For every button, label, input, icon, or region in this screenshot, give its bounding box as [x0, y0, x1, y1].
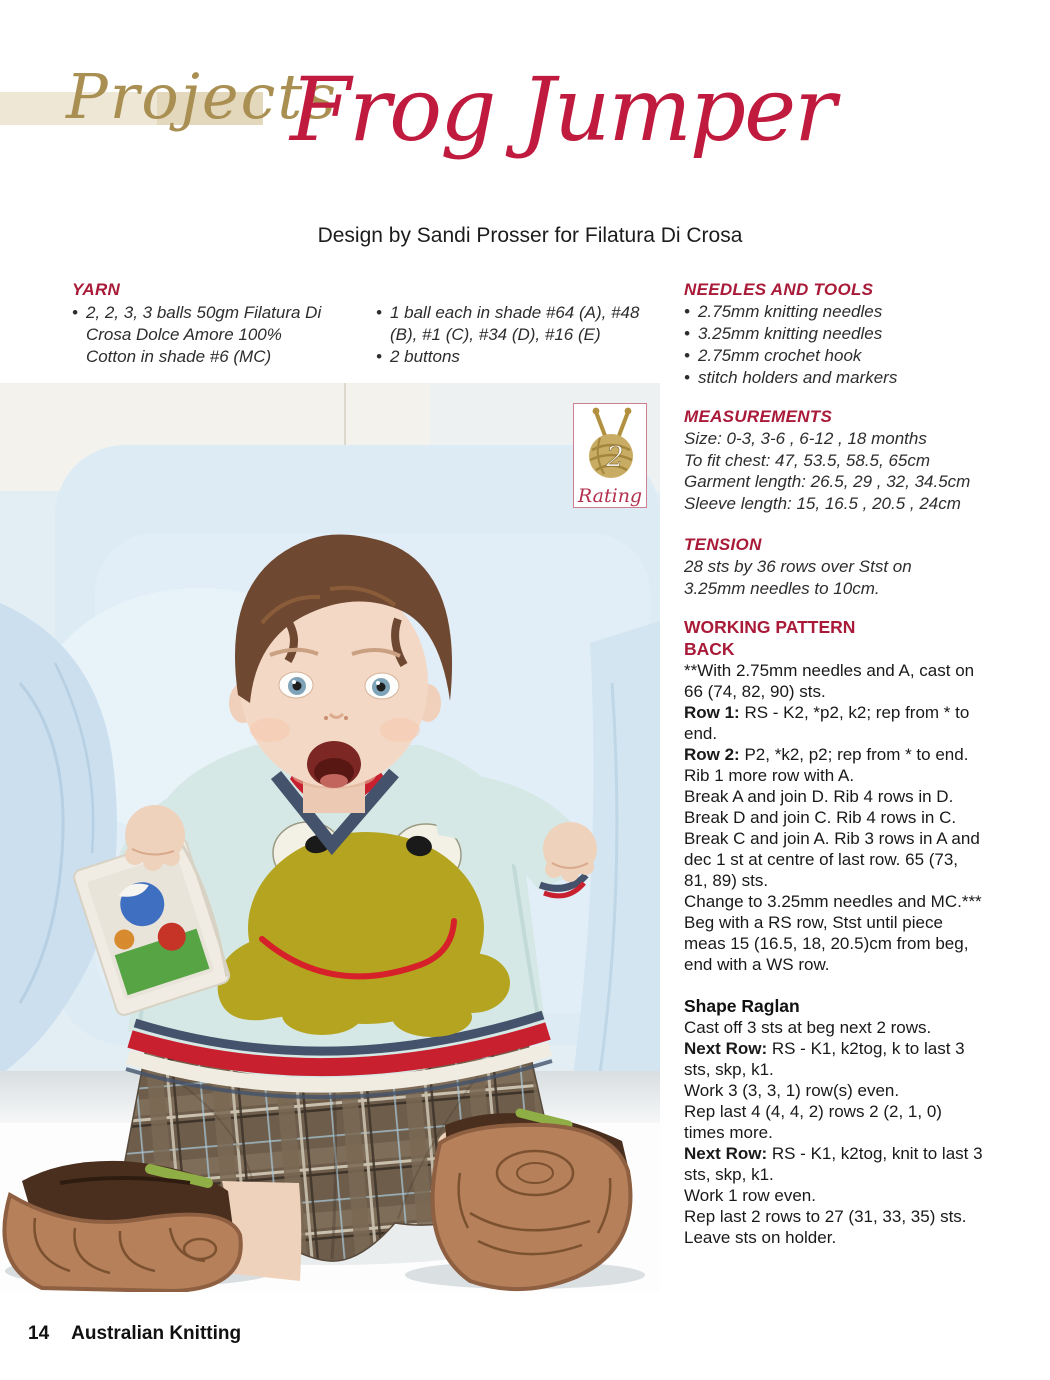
- text-line: Garment length: 26.5, 29 , 32, 34.5cm: [684, 472, 971, 491]
- text-line: Size: 0-3, 3-6 , 6-12 , 18 months: [684, 429, 927, 448]
- pattern-text: Cast off 3 sts at beg next 2 rows.: [684, 1018, 932, 1037]
- pattern-paragraph: [684, 891, 984, 912]
- pattern-text: Rib 1 more row with A.: [684, 766, 855, 785]
- bullet-item: [684, 301, 984, 323]
- needles-heading: NEEDLES AND TOOLS: [684, 280, 874, 299]
- bullet-text: 2.75mm knitting needles: [697, 302, 883, 321]
- pattern-text: Change to 3.25mm needles and MC.***: [684, 892, 982, 911]
- raglan-paragraphs: [684, 1017, 984, 1248]
- tension-heading: TENSION: [684, 535, 762, 554]
- working-pattern-section: [684, 616, 984, 1248]
- bullet-dot: •: [72, 303, 78, 322]
- bullet-dot: •: [684, 346, 690, 365]
- yarn-list-col2: [376, 302, 644, 368]
- text-line: To fit chest: 47, 53.5, 58.5, 65cm: [684, 450, 931, 470]
- pattern-bold-text: Next Row:: [684, 1144, 768, 1163]
- bullet-text: 2.75mm crochet hook: [697, 346, 862, 365]
- pattern-paragraph: [684, 828, 984, 891]
- page-number: 14: [28, 1323, 50, 1344]
- baby-photo: [0, 383, 660, 1292]
- bullet-item: [684, 367, 984, 389]
- pattern-text: Break A and join D. Rib 4 rows in D.: [684, 787, 954, 806]
- pattern-paragraph: [684, 1227, 984, 1248]
- right-sandal: [433, 1113, 631, 1289]
- measurements-lines: [684, 428, 984, 514]
- pattern-paragraph: [684, 807, 984, 828]
- shape-raglan-heading: Shape Raglan: [684, 996, 800, 1016]
- bullet-text: 2 buttons: [389, 347, 460, 366]
- bullet-dot: •: [684, 368, 690, 387]
- pattern-text: Work 1 row even.: [684, 1186, 816, 1205]
- rating-badge: [573, 403, 647, 508]
- pattern-text: RS - K1, k2tog, knit to last 3 sts, skp, k1.: [684, 1144, 983, 1184]
- measurements-heading: MEASUREMENTS: [684, 407, 833, 426]
- pattern-bold-text: Row 2:: [684, 745, 740, 764]
- measurements-section: [684, 406, 984, 514]
- yarn-ball-icon: [589, 434, 633, 478]
- pattern-text: RS - K1, k2tog, k to last 3 sts, skp, k1.: [684, 1039, 965, 1079]
- bullet-dot: •: [376, 347, 382, 366]
- pattern-paragraph: [684, 1206, 984, 1227]
- needles-section: [684, 279, 984, 389]
- magazine-name: Australian Knitting: [71, 1323, 242, 1344]
- kicker: Projects: [66, 60, 339, 133]
- photo-illustration: [0, 383, 660, 1292]
- pattern-paragraph: [684, 702, 984, 744]
- tension-lines: [684, 556, 984, 599]
- bullet-dot: •: [684, 302, 690, 321]
- pattern-text: Beg with a RS row, Stst until piece meas 15 (16.5, 18, 20.5)cm from beg, end with a WS row.: [684, 913, 969, 974]
- pattern-paragraph: [684, 1017, 984, 1038]
- pattern-text: Leave sts on holder.: [684, 1228, 837, 1247]
- pattern-paragraph: [684, 660, 984, 702]
- bullet-item: [376, 302, 644, 346]
- right-column: [684, 279, 984, 1248]
- pattern-text: **With 2.75mm needles and A, cast on 66 (74, 82, 90) sts.: [684, 661, 975, 701]
- needles-list: [684, 301, 984, 389]
- bullet-text: 1 ball each in shade #64 (A), #48 (B), #1 (C), #34 (D), #16 (E): [389, 303, 640, 344]
- pattern-paragraph: [684, 1038, 984, 1080]
- pattern-paragraph: [684, 1101, 984, 1143]
- pattern-paragraph: [684, 1143, 984, 1185]
- pattern-paragraph: [684, 1080, 984, 1101]
- pattern-paragraph: [684, 1185, 984, 1206]
- pattern-text: Work 3 (3, 3, 1) row(s) even.: [684, 1081, 900, 1100]
- pattern-paragraphs: [684, 660, 984, 975]
- bullet-text: 2, 2, 3, 3 balls 50gm Filatura Di Crosa Dolce Amore 100% Cotton in shade #6 (MC): [85, 303, 322, 366]
- pattern-paragraph: [684, 786, 984, 807]
- tension-section: [684, 534, 984, 599]
- pattern-bold-text: Row 1:: [684, 703, 740, 722]
- bullet-text: stitch holders and markers: [697, 368, 898, 387]
- pattern-text: P2, *k2, p2; rep from * to end.: [739, 745, 969, 764]
- working-pattern-heading: WORKING PATTERN: [684, 617, 856, 637]
- bullet-text: 3.25mm knitting needles: [697, 324, 883, 343]
- rating-value: 2: [606, 440, 624, 473]
- bullet-item: [684, 345, 984, 367]
- left-sandal: [4, 1161, 240, 1291]
- pattern-bold-text: Next Row:: [684, 1039, 768, 1058]
- yarn-list-col1: [72, 302, 336, 368]
- pattern-text: Rep last 4 (4, 4, 2) rows 2 (2, 1, 0) times more.: [684, 1102, 942, 1142]
- yarn-heading: YARN: [72, 280, 121, 299]
- bullet-dot: •: [684, 324, 690, 343]
- pattern-paragraph: [684, 744, 984, 765]
- text-line: 28 sts by 36 rows over Stst on: [684, 557, 912, 576]
- bullet-item: [684, 323, 984, 345]
- page-title: Frog Jumper: [290, 58, 835, 161]
- pattern-text: Break D and join C. Rib 4 rows in C.: [684, 808, 957, 827]
- bullet-item: [72, 302, 336, 368]
- back-subheading: BACK: [684, 639, 735, 659]
- pattern-text: Break C and join A. Rib 3 rows in A and dec 1 st at centre of last row. 65 (73, 81, 89) sts.: [684, 829, 980, 890]
- byline: Design by Sandi Prosser for Filatura Di Crosa: [317, 224, 743, 247]
- page-footer: [28, 1323, 241, 1345]
- text-line: 3.25mm needles to 10cm.: [684, 578, 880, 598]
- text-line: Sleeve length: 15, 16.5 , 20.5 , 24cm: [684, 493, 961, 513]
- pattern-text: RS - K2, *p2, k2; rep from * to end.: [684, 703, 970, 743]
- pattern-paragraph: [684, 912, 984, 975]
- bullet-dot: •: [376, 303, 382, 322]
- rating-label: Rating: [577, 485, 643, 507]
- pattern-text: Rep last 2 rows to 27 (31, 33, 35) sts.: [684, 1207, 967, 1226]
- pattern-paragraph: [684, 765, 984, 786]
- bullet-item: [376, 346, 644, 368]
